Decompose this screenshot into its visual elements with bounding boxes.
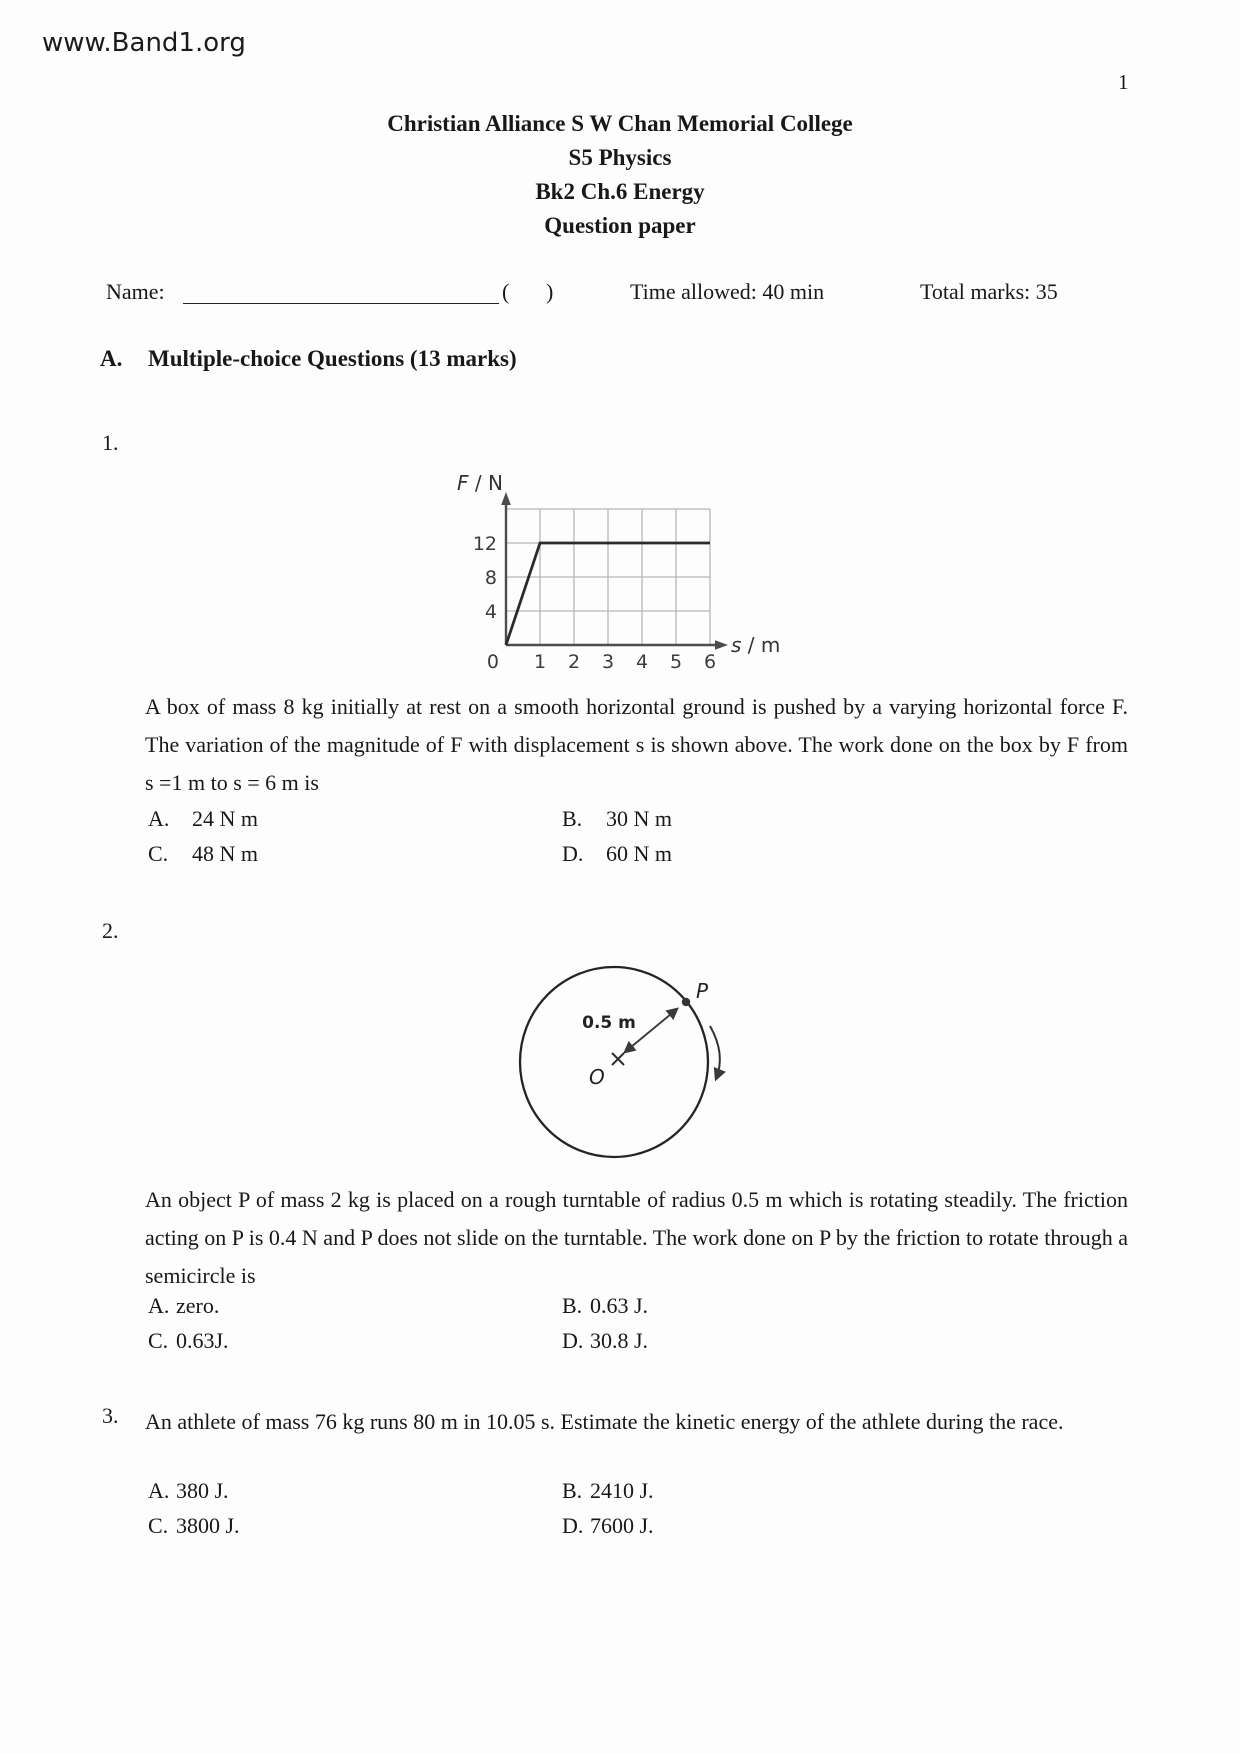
chapter-title: Bk2 Ch.6 Energy [535, 179, 705, 204]
rotation-arrow-icon [710, 1026, 720, 1079]
svg-text:8: 8 [484, 567, 497, 589]
option-value: 0.63J. [176, 1328, 229, 1353]
svg-text:4: 4 [635, 651, 649, 673]
time-allowed-label: Time allowed: 40 min [630, 279, 825, 304]
paper-type: Question paper [544, 213, 696, 238]
option-value: 24 N m [192, 806, 258, 831]
total-marks-label: Total marks: 35 [920, 279, 1058, 304]
svg-text:6: 6 [703, 651, 717, 673]
section-a-heading [100, 346, 517, 372]
option-b [562, 1293, 648, 1319]
option-a [148, 1478, 562, 1504]
svg-text:F / N: F / N [457, 471, 503, 495]
question-1-number: 1. [102, 430, 119, 455]
svg-text:12: 12 [472, 533, 497, 555]
radius-label: 0.5 m [582, 1013, 636, 1033]
name-label: Name: [106, 279, 165, 304]
option-d [562, 1513, 654, 1539]
svg-text:1: 1 [533, 651, 547, 673]
option-c [148, 1513, 562, 1539]
question-3-options [148, 1478, 654, 1539]
option-value: 60 N m [606, 841, 672, 866]
option-value: 48 N m [192, 841, 258, 866]
option-letter: B. [562, 1478, 583, 1503]
option-value: 0.63 J. [590, 1293, 649, 1318]
option-letter: A. [148, 1293, 170, 1318]
option-letter: D. [562, 841, 584, 866]
question-1-text: A box of mass 8 kg initially at rest on a smooth horizontal ground is pushed by a varying horizontal force F. The variation of the magnitude of F with displacement s is shown above. The work done on the box by F from s =1 m to s = 6 m is [145, 694, 1128, 795]
force-displacement-graph [425, 468, 795, 683]
question-2-options [148, 1293, 648, 1354]
option-d [562, 1328, 648, 1354]
svg-text:4: 4 [484, 601, 497, 623]
svg-text:0: 0 [486, 651, 499, 673]
question-3-text: An athlete of mass 76 kg runs 80 m in 10.05 s. Estimate the kinetic energy of the athlete during the race. [145, 1409, 1064, 1434]
question-3-number: 3. [102, 1403, 119, 1428]
question-2-text: An object P of mass 2 kg is placed on a rough turntable of radius 0.5 m which is rotating steadily. The friction acting on P is 0.4 N and P does not slide on the turntable. The work done on P by the friction to rotate through a semicircle is [145, 1187, 1128, 1288]
point-p-label: P [696, 979, 709, 1003]
section-title: Multiple-choice Questions (13 marks) [148, 346, 517, 371]
option-value: 7600 J. [590, 1513, 654, 1538]
svg-text:2: 2 [567, 651, 581, 673]
info-row [0, 279, 1240, 313]
name-blank-line [183, 279, 499, 304]
option-value: 3800 J. [176, 1513, 240, 1538]
option-letter: D. [562, 1513, 584, 1538]
option-b [562, 806, 672, 832]
svg-text:s / m: s / m [731, 633, 781, 657]
option-value: 2410 J. [590, 1478, 654, 1503]
option-b [562, 1478, 654, 1504]
option-letter: C. [148, 1328, 169, 1353]
option-d [562, 841, 672, 867]
center-cross-icon [612, 1053, 624, 1065]
option-letter: D. [562, 1328, 584, 1353]
section-letter: A. [100, 346, 123, 371]
question-1-options [148, 806, 672, 867]
class-bracket-open: ( [502, 279, 510, 304]
option-letter: C. [148, 1513, 169, 1538]
page-number: 1 [1118, 70, 1129, 94]
watermark-url: www.Band1.org [42, 28, 246, 58]
center-o-label: O [589, 1065, 605, 1089]
subject-title: S5 Physics [568, 145, 672, 170]
option-c [148, 841, 562, 867]
option-c [148, 1328, 562, 1354]
option-a [148, 1293, 562, 1319]
svg-text:3: 3 [601, 651, 615, 673]
option-value: 30 N m [606, 806, 672, 831]
point-p-dot [682, 998, 690, 1006]
question-2-number: 2. [102, 918, 119, 943]
option-letter: A. [148, 1478, 170, 1503]
option-a [148, 806, 562, 832]
school-name: Christian Alliance S W Chan Memorial College [387, 111, 853, 136]
svg-text:5: 5 [669, 651, 683, 673]
header-title-block [0, 107, 1240, 243]
option-letter: C. [148, 841, 169, 866]
option-letter: B. [562, 806, 583, 831]
option-value: 380 J. [176, 1478, 229, 1503]
turntable-diagram [505, 958, 740, 1168]
option-value: 30.8 J. [590, 1328, 649, 1353]
option-letter: A. [148, 806, 170, 831]
option-letter: B. [562, 1293, 583, 1318]
class-bracket-close: ) [546, 279, 554, 304]
option-value: zero. [176, 1293, 220, 1318]
